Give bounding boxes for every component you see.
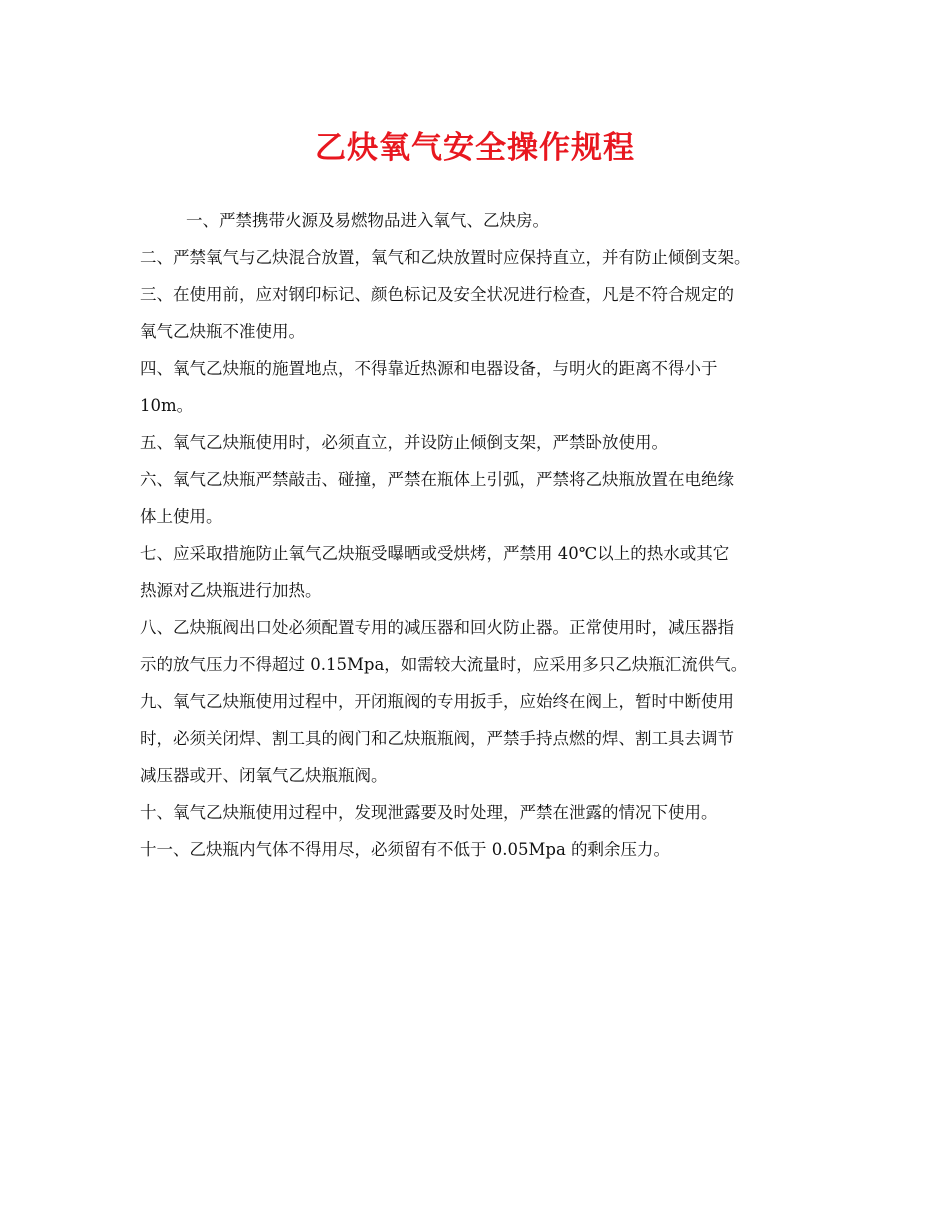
rule-line: 时，必须关闭焊、割工具的阀门和乙炔瓶瓶阀，严禁手持点燃的焊、割工具去调节 <box>140 729 734 748</box>
rule-line: 四、氧气乙炔瓶的施置地点，不得靠近热源和电器设备，与明火的距离不得小于 <box>140 359 718 378</box>
rule-line: 三、在使用前，应对钢印标记、颜色标记及安全状况进行检查，凡是不符合规定的 <box>140 285 734 304</box>
rule-line: 七、应采取措施防止氧气乙炔瓶受曝晒或受烘烤，严禁用 40℃以上的热水或其它 <box>140 544 730 563</box>
rule-line: 10m。 <box>140 396 194 415</box>
rule-line: 二、严禁氧气与乙炔混合放置，氧气和乙炔放置时应保持直立，并有防止倾倒支架。 <box>140 248 751 267</box>
rule-line: 十一、乙炔瓶内气体不得用尽，必须留有不低于 0.05Mpa 的剩余压力。 <box>140 840 671 859</box>
rule-line: 六、氧气乙炔瓶严禁敲击、碰撞，严禁在瓶体上引弧，严禁将乙炔瓶放置在电绝缘 <box>140 470 734 489</box>
rule-line: 九、氧气乙炔瓶使用过程中，开闭瓶阀的专用扳手，应始终在阀上，暂时中断使用 <box>140 692 734 711</box>
rule-line: 热源对乙炔瓶进行加热。 <box>140 581 322 600</box>
rule-line: 示的放气压力不得超过 0.15Mpa，如需较大流量时，应采用多只乙炔瓶汇流供气。 <box>140 655 748 674</box>
rule-line: 十、氧气乙炔瓶使用过程中，发现泄露要及时处理，严禁在泄露的情况下使用。 <box>140 803 718 822</box>
rule-line: 氧气乙炔瓶不准使用。 <box>140 322 305 341</box>
document-title: 乙炔氧气安全操作规程 <box>315 130 635 166</box>
rule-line: 减压器或开、闭氧气乙炔瓶瓶阀。 <box>140 766 388 785</box>
rule-line: 五、氧气乙炔瓶使用时，必须直立，并设防止倾倒支架，严禁卧放使用。 <box>140 433 668 452</box>
rule-line: 一、严禁携带火源及易燃物品进入氧气、乙炔房。 <box>186 211 549 230</box>
rule-line: 体上使用。 <box>140 507 223 526</box>
rule-line: 八、乙炔瓶阀出口处必须配置专用的减压器和回火防止器。正常使用时，减压器指 <box>140 618 734 637</box>
document-body <box>140 202 830 868</box>
